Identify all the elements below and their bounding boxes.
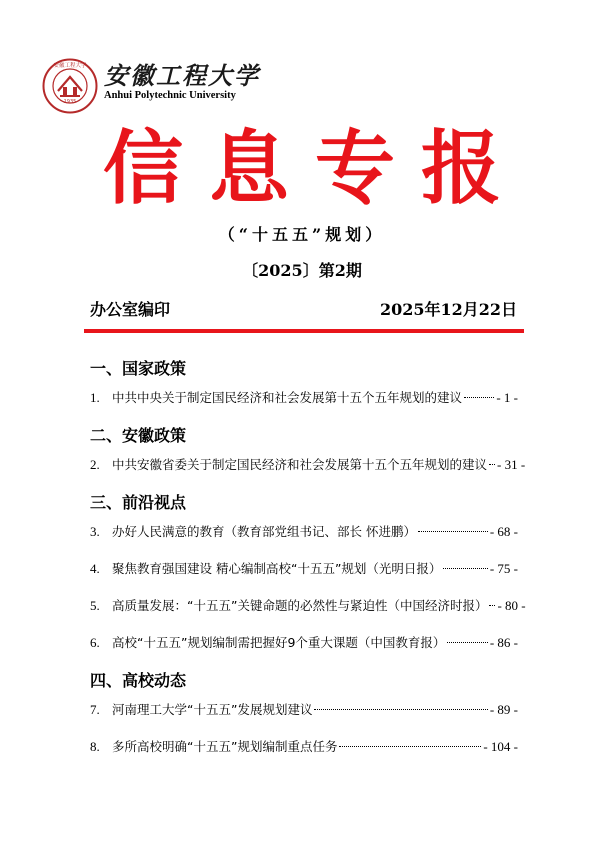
toc-entry-page: - 31 - bbox=[497, 457, 526, 472]
toc-entry-title: 中共中央关于制定国民经济和社会发展第十五个五年规划的建议 bbox=[112, 390, 463, 405]
toc-entry-number: 2. bbox=[90, 457, 100, 472]
logo-ring-text: 安徽工程大学 bbox=[53, 63, 87, 69]
toc-entry-title: 高质量发展：“十五五”关键命题的必然性与紧迫性（中国经济时报） bbox=[112, 598, 488, 613]
university-name-cn: 安徽工程大学 bbox=[104, 61, 260, 90]
toc-entry-title: 中共安徽省委关于制定国民经济和社会发展第十五个五年规划的建议 bbox=[112, 457, 488, 472]
toc-entry-page: - 1 - bbox=[496, 390, 518, 405]
toc-leader-dots bbox=[418, 531, 488, 532]
toc-entry[interactable] bbox=[90, 737, 518, 757]
toc-section-heading: 二、安徽政策 bbox=[90, 426, 187, 445]
publish-date: 2025年12月22日 bbox=[380, 300, 518, 319]
toc-leader-dots bbox=[489, 605, 495, 606]
toc-entry-number: 8. bbox=[90, 739, 100, 754]
toc-entry-title: 聚焦教育强国建设 精心编制高校“十五五”规划（光明日报） bbox=[112, 561, 442, 576]
toc-leader-dots bbox=[447, 642, 487, 643]
toc-entry-page: - 75 - bbox=[489, 561, 518, 576]
toc-entry-number: 1. bbox=[90, 390, 100, 405]
toc-entry[interactable] bbox=[90, 700, 518, 720]
toc-entry-page: - 89 - bbox=[489, 702, 518, 717]
toc-entry[interactable] bbox=[90, 596, 526, 616]
toc-entry-page: - 86 - bbox=[489, 635, 518, 650]
toc-entry-page: - 104 - bbox=[483, 739, 518, 754]
toc-entry-number: 3. bbox=[90, 524, 100, 539]
toc-section-heading: 一、国家政策 bbox=[90, 359, 187, 378]
toc-entry-number: 6. bbox=[90, 635, 100, 650]
toc-leader-dots bbox=[489, 464, 495, 465]
issue-number: 〔2025〕第2期 bbox=[242, 261, 362, 280]
toc-section-heading: 四、高校动态 bbox=[90, 671, 187, 690]
toc-entry-title: 多所高校明确“十五五”规划编制重点任务 bbox=[112, 739, 338, 754]
red-divider bbox=[84, 329, 524, 333]
toc-entry-number: 4. bbox=[90, 561, 100, 576]
toc-entry[interactable] bbox=[90, 633, 518, 653]
logo-year: 1935 bbox=[63, 99, 77, 105]
toc-entry-title: 办好人民满意的教育（教育部党组书记、部长 怀进鹏） bbox=[112, 524, 416, 539]
subtitle: （“十五五”规划） bbox=[218, 225, 386, 244]
toc-leader-dots bbox=[464, 397, 494, 398]
toc-entry-title: 河南理工大学“十五五”发展规划建议 bbox=[112, 702, 313, 717]
toc-entry-number: 7. bbox=[90, 702, 100, 717]
toc-leader-dots bbox=[443, 568, 487, 569]
toc-entry-number: 5. bbox=[90, 598, 100, 613]
editor-label: 办公室编印 bbox=[90, 300, 171, 319]
toc-section-heading: 三、前沿视点 bbox=[90, 493, 187, 512]
toc-leader-dots bbox=[339, 746, 481, 747]
table-of-contents bbox=[90, 358, 526, 774]
toc-entry-title: 高校“十五五”规划编制需把握好9个重大课题（中国教育报） bbox=[112, 635, 446, 650]
university-logo bbox=[42, 58, 98, 114]
university-name-en: Anhui Polytechnic University bbox=[104, 90, 236, 101]
toc-entry[interactable] bbox=[90, 559, 518, 579]
toc-leader-dots bbox=[314, 709, 487, 710]
toc-entry-page: - 80 - bbox=[497, 598, 526, 613]
toc-entry[interactable] bbox=[90, 455, 526, 475]
toc-entry[interactable] bbox=[90, 522, 518, 542]
toc-entry[interactable] bbox=[90, 388, 518, 408]
page-title: 信息专报 bbox=[103, 121, 527, 215]
toc-entry-page: - 68 - bbox=[489, 524, 518, 539]
